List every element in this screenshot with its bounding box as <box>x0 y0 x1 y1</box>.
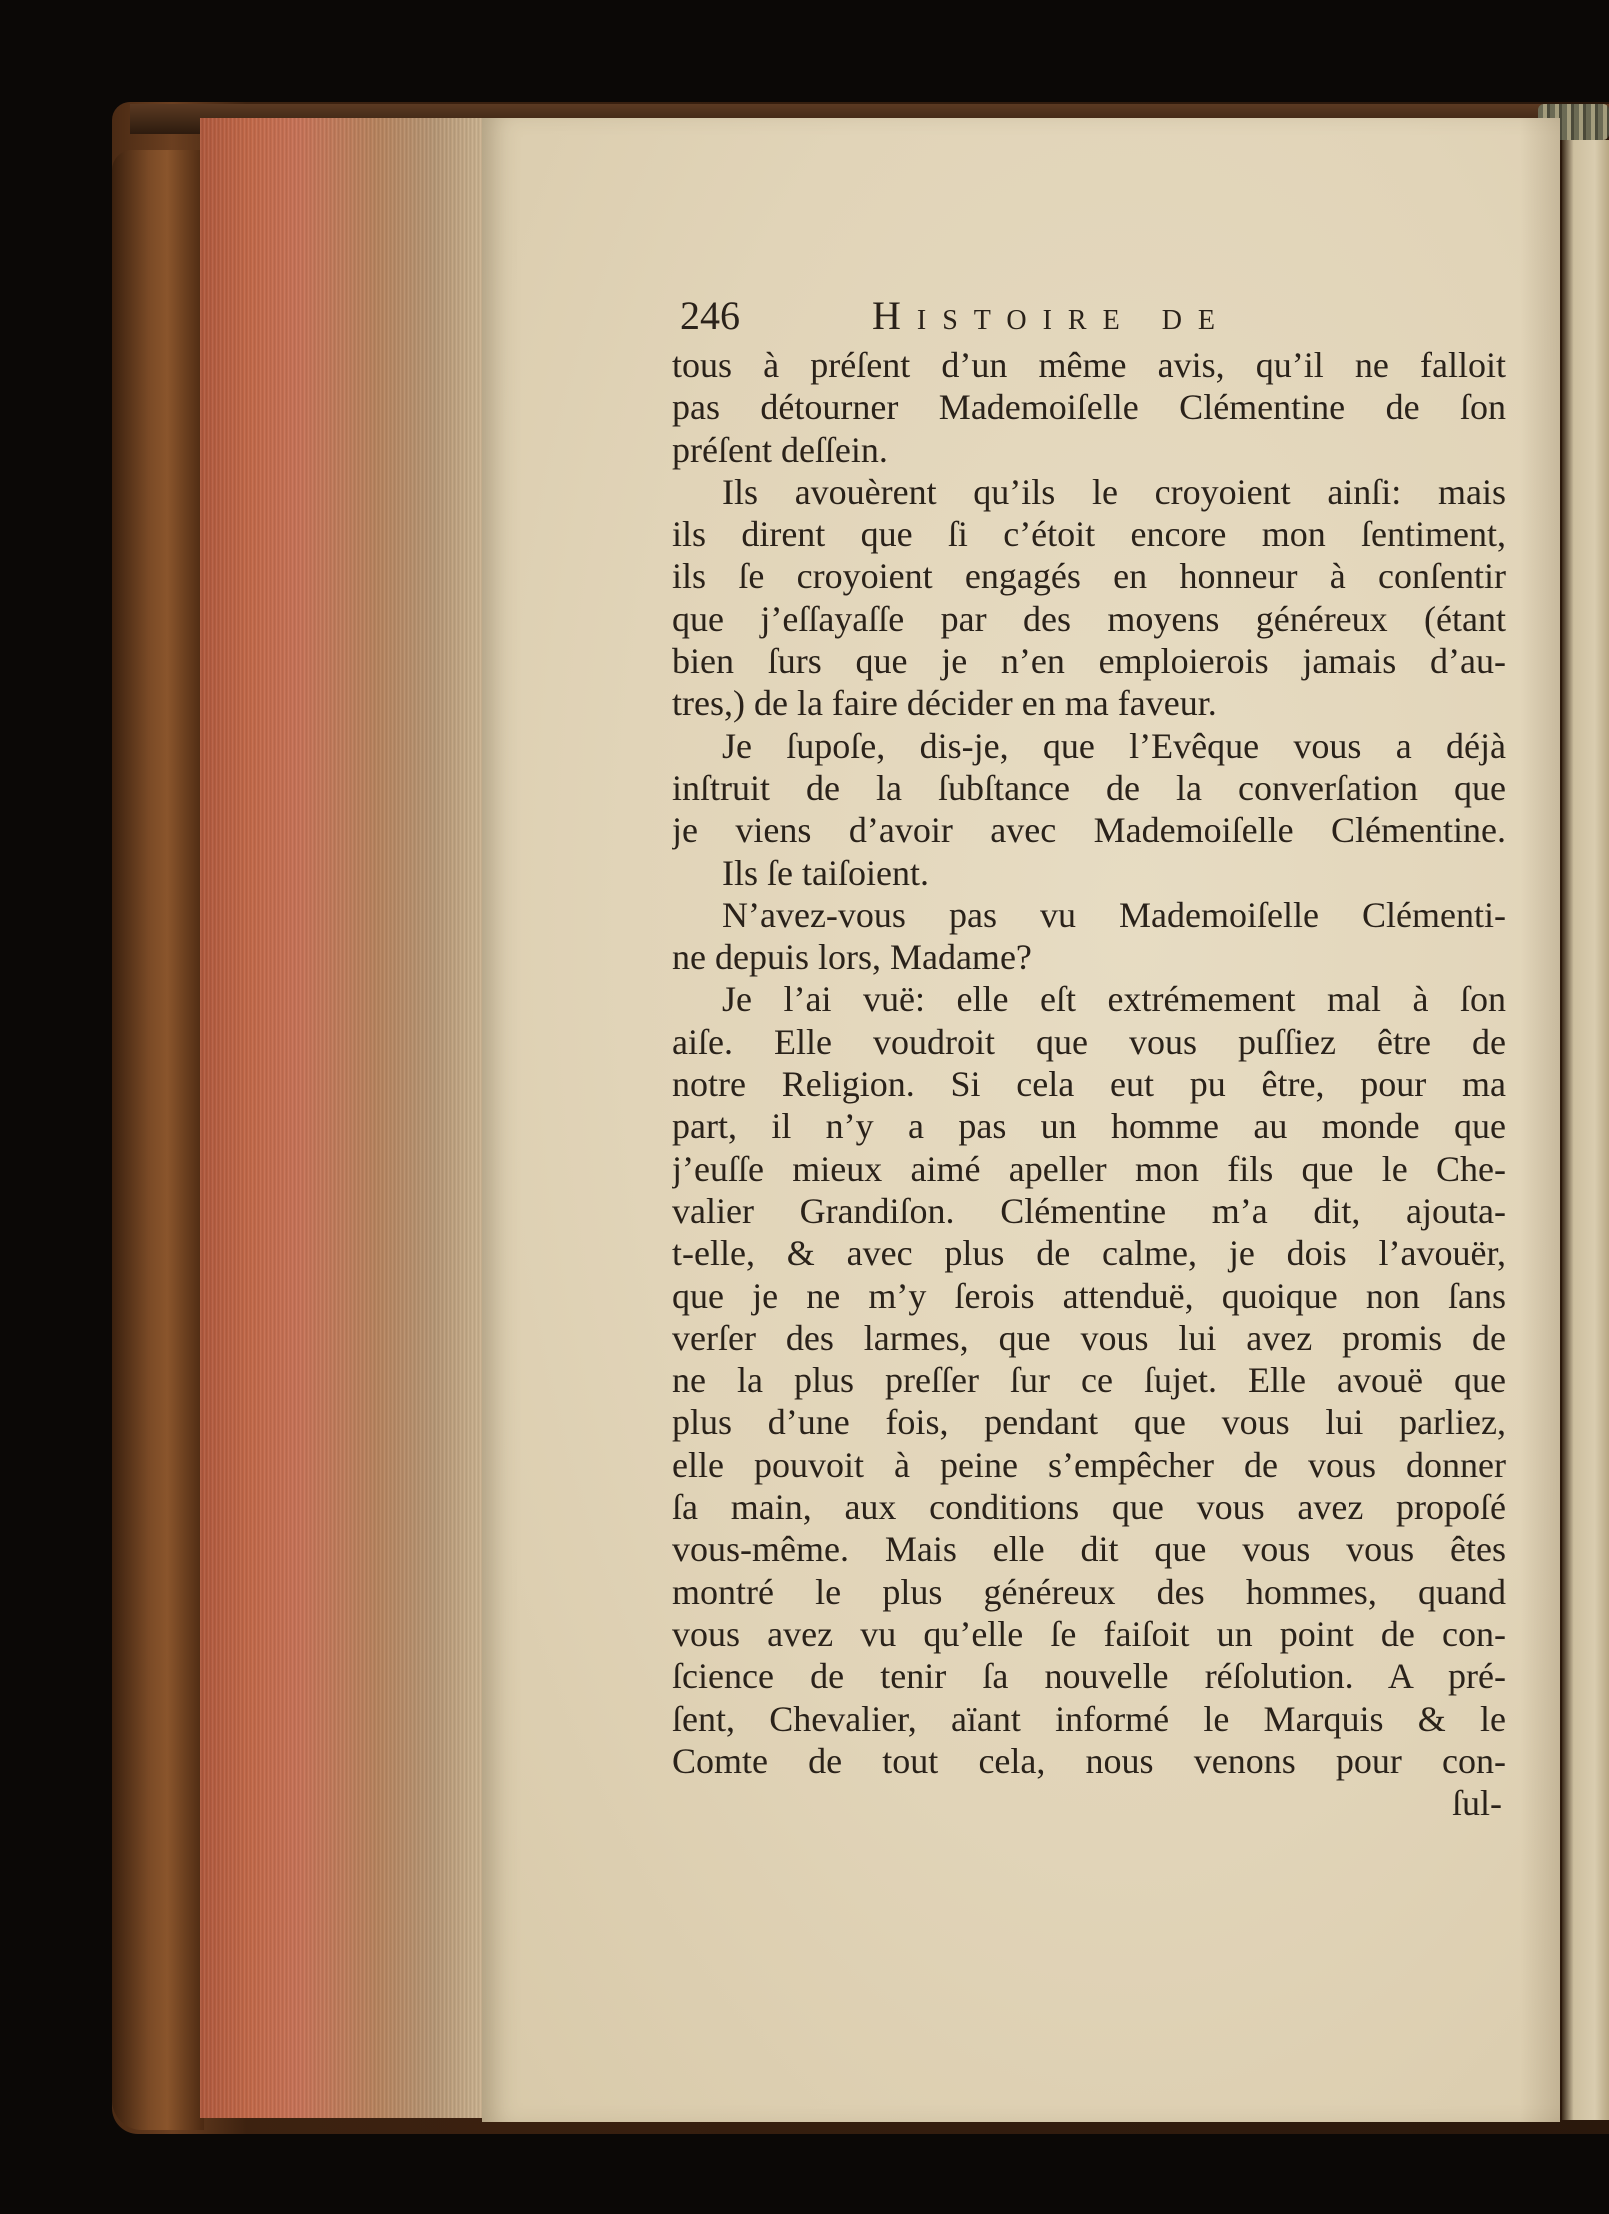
text-line: ils ſe croyoient engagés en honneur à conſentir <box>672 556 1506 597</box>
text-line: aiſe. Elle voudroit que vous puſſiez être de <box>672 1021 1506 1062</box>
text-line: ne depuis lors, Madame? <box>672 937 1032 978</box>
text-line: ſent, Chevalier, aïant informé le Marquis & le <box>672 1698 1506 1739</box>
facing-leaf-edge <box>1562 140 1609 2120</box>
text-line: Comte de tout cela, nous venons pour con- <box>672 1740 1506 1781</box>
text-line: verſer des larmes, que vous lui avez promis de <box>672 1317 1506 1358</box>
text-line: ne la plus preſſer ſur ce ſujet. Elle avouë que <box>672 1360 1506 1401</box>
text-line: bien ſurs que je n’en emploierois jamais d’au- <box>672 641 1506 682</box>
text-line: ſcience de tenir ſa nouvelle réſolution. A pré- <box>672 1656 1506 1697</box>
binding-spine-edge <box>112 150 204 2130</box>
text-line: que je ne m’y ſerois attenduë, quoique non ſans <box>672 1275 1506 1316</box>
text-line: Ils ſe taiſoient. <box>722 852 929 893</box>
text-line: préſent deſſein. <box>672 429 888 470</box>
text-line: ils dirent que ſi c’étoit encore mon ſentiment, <box>672 514 1506 555</box>
catchword: ſul- <box>1452 1783 1502 1824</box>
text-line: Ils avouèrent qu’ils le croyoient ainſi: mais <box>722 471 1506 512</box>
text-line: que j’eſſayaſſe par des moyens généreux (étant <box>672 598 1506 639</box>
text-line: N’avez-vous pas vu Mademoiſelle Clémenti- <box>722 894 1506 935</box>
text-line: ſa main, aux conditions que vous avez propoſé <box>672 1487 1506 1528</box>
text-line: pas détourner Mademoiſelle Clémentine de ſon <box>672 387 1506 428</box>
text-line: vous avez vu qu’elle ſe faiſoit un point de con- <box>672 1613 1506 1654</box>
text-line: Je l’ai vuë: elle eſt extrémement mal à ſon <box>722 979 1506 1020</box>
text-line: part, il n’y a pas un homme au monde que <box>672 1106 1506 1147</box>
text-line: valier Grandiſon. Clémentine m’a dit, ajouta- <box>672 1190 1506 1231</box>
page-text <box>672 288 1506 1824</box>
page-number: 246 <box>680 293 740 338</box>
text-line: tres,) de la faire décider en ma faveur. <box>672 683 1217 724</box>
text-line: Je ſupoſe, dis-je, que l’Evêque vous a déjà <box>722 725 1506 766</box>
text-line: j’euſſe mieux aimé apeller mon fils que le Che- <box>672 1148 1506 1189</box>
text-line: tous à préſent d’un même avis, qu’il ne falloit <box>672 345 1506 385</box>
text-line: plus d’une fois, pendant que vous lui parliez, <box>672 1402 1506 1443</box>
running-title: Histoire de <box>872 293 1232 338</box>
text-line: inſtruit de la ſubſtance de la converſation que <box>672 767 1506 808</box>
text-line: montré le plus généreux des hommes, quand <box>672 1571 1506 1612</box>
text-line: vous-même. Mais elle dit que vous vous êtes <box>672 1529 1506 1570</box>
text-line: notre Religion. Si cela eut pu être, pour ma <box>672 1064 1506 1105</box>
text-line: t-elle, & avec plus de calme, je dois l’avouër, <box>672 1233 1506 1274</box>
text-line: je viens d’avoir avec Mademoiſelle Clémentine. <box>672 810 1506 851</box>
running-head <box>672 288 1506 344</box>
red-edged-page-stack <box>200 118 485 2118</box>
text-line: elle pouvoit à peine s’empêcher de vous donner <box>672 1444 1506 1485</box>
